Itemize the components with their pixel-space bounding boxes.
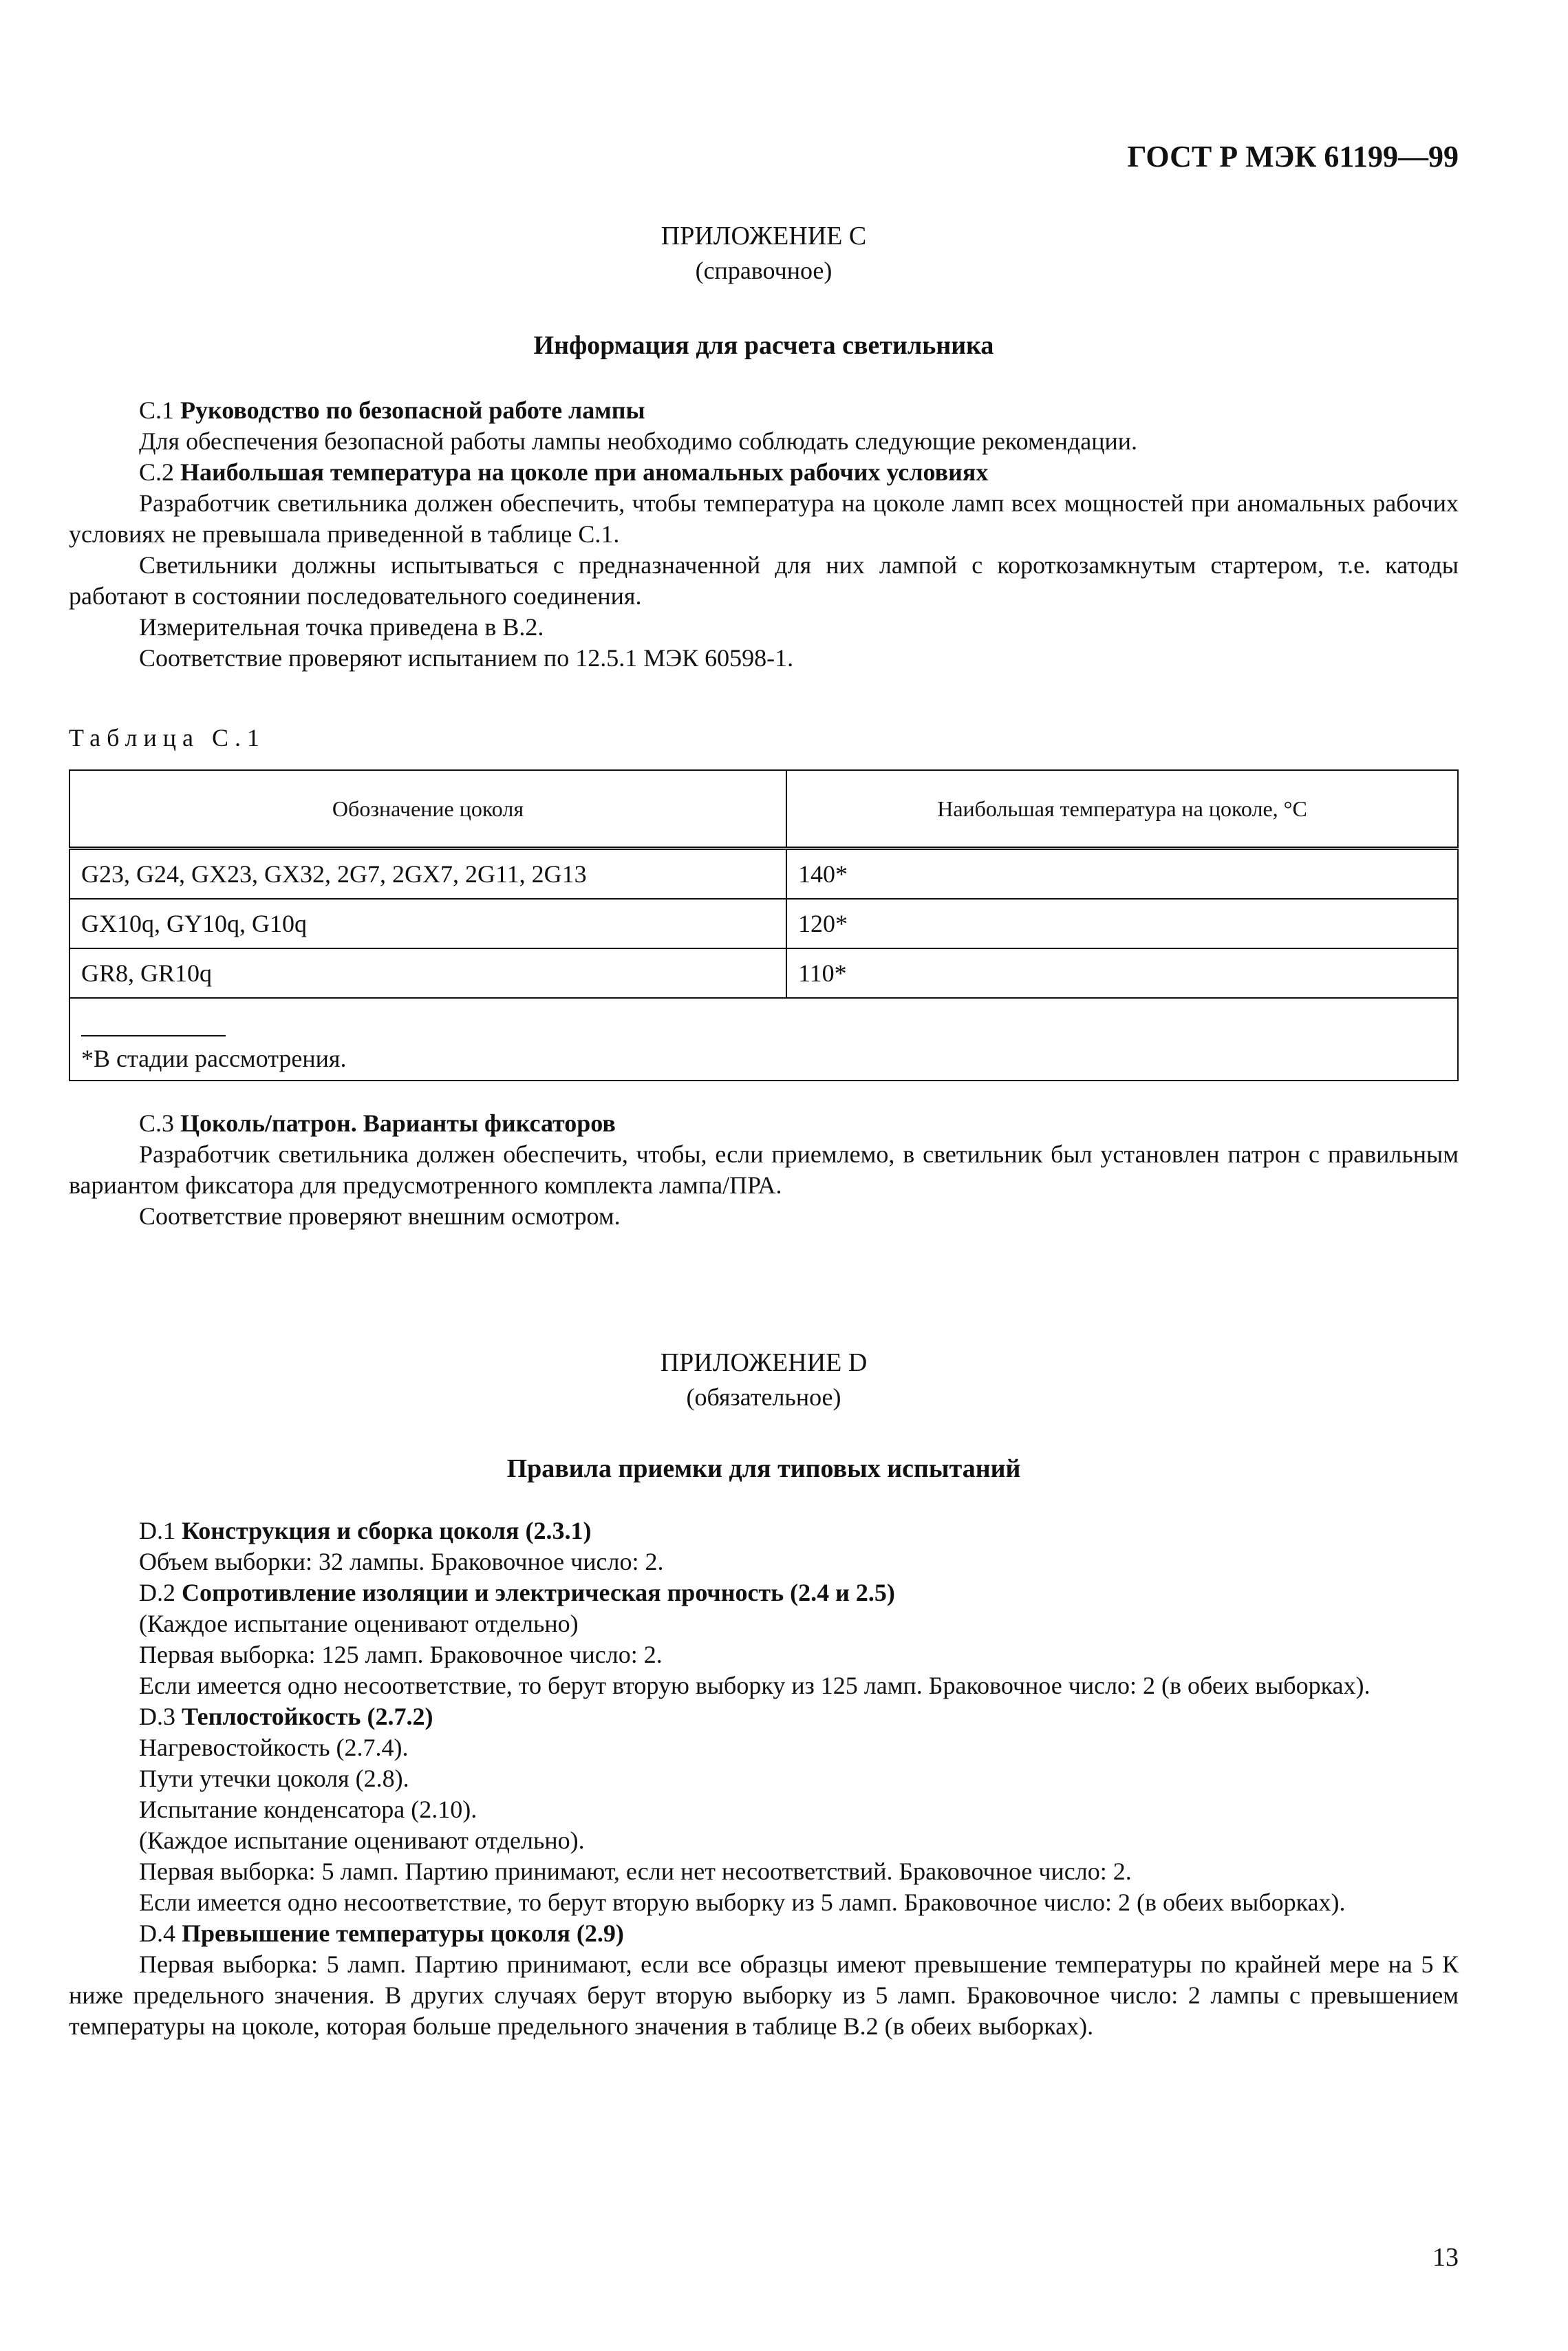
annex-d-status: (обязательное) <box>686 1383 841 1411</box>
clause-d3-number: D.3 <box>139 1703 175 1730</box>
table-header-row <box>69 770 1458 849</box>
clause-d3-heading <box>69 1701 1459 1732</box>
clause-d3-paragraph-3: Испытание конденсатора (2.10). <box>139 1796 477 1823</box>
table-cell-temp: 140* <box>786 849 1458 900</box>
clause-c1-number: С.1 <box>139 396 175 424</box>
table-cell-temp: 110* <box>786 948 1458 998</box>
annex-c-status: (справочное) <box>695 257 833 284</box>
clause-d3-title: Теплостойкость (2.7.2) <box>182 1703 433 1730</box>
clause-c3-paragraph-1: Разработчик светильника должен обеспечить, чтобы, если приемлемо, в светильник был установлен патрон с правильным вариантом фиксатора для предусмотренного комплекта лампа/ПРА. <box>69 1140 1459 1199</box>
clause-c1-text: Для обеспечения безопасной работы лампы необходимо соблюдать следующие рекомендации. <box>139 427 1138 455</box>
clause-d2-paragraph-1: (Каждое испытание оценивают отдельно) <box>139 1610 579 1637</box>
annex-d-body <box>69 1515 1459 2042</box>
document-page <box>69 0 1459 2351</box>
table-c1 <box>69 769 1459 1081</box>
clause-d1-title: Конструкция и сборка цоколя (2.3.1) <box>182 1517 592 1544</box>
clause-d2-number: D.2 <box>139 1579 175 1606</box>
clause-d4-title: Превышение температуры цоколя (2.9) <box>182 1919 624 1947</box>
annex-c-title <box>69 219 1459 288</box>
clause-d4-paragraph-1: Первая выборка: 5 ламп. Партию принимают, если все образцы имеют превышение температуры по крайней мере на 5 К ниже предельного значения. В других случаях берут вторую выборку из 5 ламп. Браковочное число: 2 лампы с превышением температуры на цоколе, которая больше предельного значения в таблице В.2 (в обеих выборках). <box>69 1950 1459 2040</box>
clause-d2-paragraph-3: Если имеется одно несоответствие, то берут вторую выборку из 125 ламп. Браковочное число: 2 (в обеих выборках). <box>139 1672 1371 1699</box>
clause-c3-title: Цоколь/патрон. Варианты фиксаторов <box>180 1109 616 1137</box>
annex-c-heading: Информация для расчета светильника <box>533 331 994 360</box>
annex-d-heading: Правила приемки для типовых испытаний <box>506 1454 1021 1483</box>
annex-c-body <box>69 395 1459 674</box>
table-footnote-cell <box>69 998 1458 1081</box>
clause-d2-heading <box>69 1577 1459 1608</box>
table-row <box>69 849 1458 900</box>
table-row <box>69 899 1458 948</box>
table-caption: Таблица С.1 <box>69 724 266 752</box>
clause-d3-paragraph-4: (Каждое испытание оценивают отдельно). <box>139 1827 585 1854</box>
table-footnote: *В стадии рассмотрения. <box>81 1045 347 1072</box>
clause-d4-heading <box>69 1918 1459 1949</box>
table-cell-cap: GX10q, GY10q, G10q <box>69 899 786 948</box>
footnote-rule <box>81 1035 226 1036</box>
clause-c2-heading <box>69 457 1459 488</box>
clause-c3-heading <box>69 1108 1459 1139</box>
clause-d3-paragraph-1: Нагревостойкость (2.7.4). <box>139 1734 409 1761</box>
clause-c1-title: Руководство по безопасной работе лампы <box>180 396 645 424</box>
clause-d3-paragraph-6: Если имеется одно несоответствие, то берут вторую выборку из 5 ламп. Браковочное число: 2 (в обеих выборках). <box>139 1889 1346 1916</box>
clause-c1-heading <box>69 395 1459 426</box>
clause-d3-paragraph-2: Пути утечки цоколя (2.8). <box>139 1765 409 1792</box>
clause-c2-paragraph-2: Светильники должны испытываться с предназначенной для них лампой с короткозамкнутым стартером, т.е. катоды работают в состоянии последовательного соединения. <box>69 551 1459 610</box>
table-header-cap: Обозначение цоколя <box>69 770 786 849</box>
clause-c3-number: С.3 <box>139 1109 175 1137</box>
standard-code: ГОСТ Р МЭК 61199—99 <box>1127 140 1459 173</box>
clause-c2-number: С.2 <box>139 458 175 486</box>
clause-c2-paragraph-1: Разработчик светильника должен обеспечить, чтобы температура на цоколе ламп всех мощностей при аномальных рабочих условиях не превышала приведенной в таблице С.1. <box>69 489 1459 548</box>
table-cell-temp: 120* <box>786 899 1458 948</box>
table-cell-cap: GR8, GR10q <box>69 948 786 998</box>
clause-c2-title: Наибольшая температура на цоколе при аномальных рабочих условиях <box>180 458 989 486</box>
clause-c2-paragraph-3: Измерительная точка приведена в В.2. <box>139 613 544 641</box>
clause-c3 <box>69 1108 1459 1232</box>
clause-d2-paragraph-2: Первая выборка: 125 ламп. Браковочное число: 2. <box>139 1641 663 1668</box>
clause-c3-paragraph-2: Соответствие проверяют внешним осмотром. <box>139 1202 621 1230</box>
clause-d1-paragraph-1: Объем выборки: 32 лампы. Браковочное число: 2. <box>139 1548 664 1575</box>
table-footnote-row <box>69 998 1458 1081</box>
table-header-temp: Наибольшая температура на цоколе, °С <box>786 770 1458 849</box>
clause-d1-heading <box>69 1515 1459 1546</box>
annex-d-label: ПРИЛОЖЕНИЕ D <box>660 1348 868 1377</box>
table-cell-cap: G23, G24, GX23, GX32, 2G7, 2GX7, 2G11, 2G13 <box>69 849 786 900</box>
clause-d2-title: Сопротивление изоляции и электрическая прочность (2.4 и 2.5) <box>182 1579 895 1606</box>
clause-d4-number: D.4 <box>139 1919 175 1947</box>
clause-c2-paragraph-4: Соответствие проверяют испытанием по 12.5.1 МЭК 60598-1. <box>139 644 794 672</box>
annex-c-label: ПРИЛОЖЕНИЕ С <box>661 222 867 251</box>
annex-d-title <box>69 1345 1459 1414</box>
clause-d1-number: D.1 <box>139 1517 175 1544</box>
clause-d3-paragraph-5: Первая выборка: 5 ламп. Партию принимают, если нет несоответствий. Браковочное число: 2. <box>139 1858 1132 1885</box>
page-number: 13 <box>1432 2243 1459 2272</box>
table-row <box>69 948 1458 998</box>
